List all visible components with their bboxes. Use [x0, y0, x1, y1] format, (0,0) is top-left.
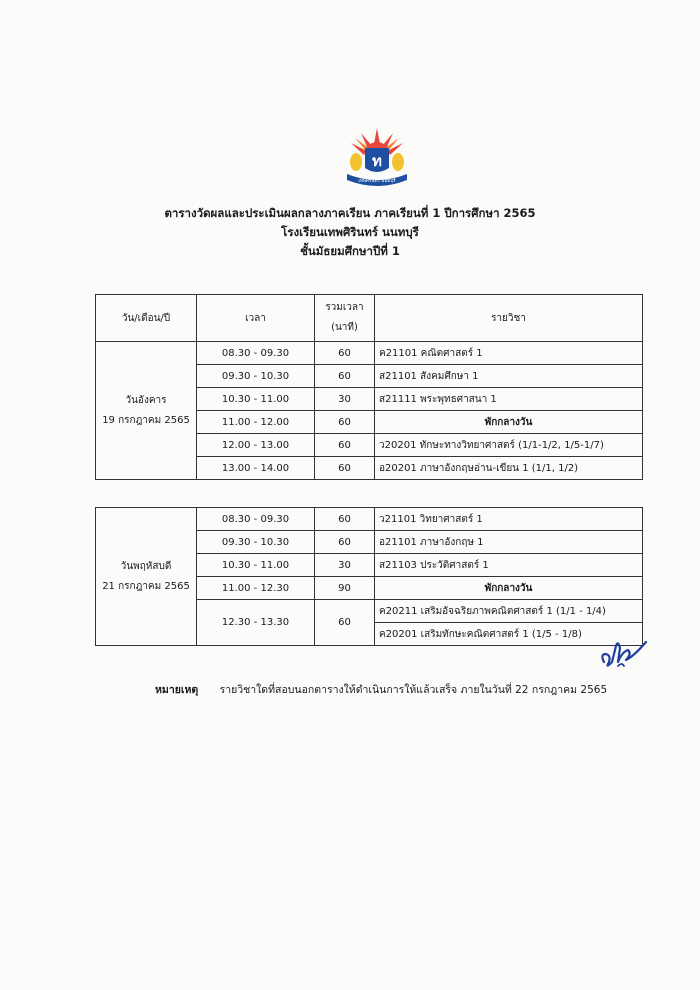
duration-cell: 60 — [315, 434, 375, 457]
day-cell: วันพฤหัสบดี 21 กรกฎาคม 2565 — [96, 508, 197, 646]
lunch-break-cell: พักกลางวัน — [375, 411, 643, 434]
footnote — [155, 681, 607, 698]
subject-cell: ส21111 พระพุทธศาสนา 1 — [375, 388, 643, 411]
subject-cell: ค20211 เสริมอัจฉริยภาพคณิตศาสตร์ 1 (1/1 - 1/4) — [375, 600, 643, 623]
signature-icon — [598, 632, 650, 672]
grade-level: ชั้นมัธยมศึกษาปีที่ 1 — [300, 244, 400, 258]
time-cell: 13.00 - 14.00 — [197, 457, 315, 480]
school-logo — [343, 124, 411, 190]
time-cell: 12.00 - 13.00 — [197, 434, 315, 457]
duration-cell: 60 — [315, 342, 375, 365]
subject-cell: ส21101 สังคมศึกษา 1 — [375, 365, 643, 388]
duration-cell: 30 — [315, 388, 375, 411]
svg-text:ท: ท — [372, 152, 382, 170]
header-duration: รวมเวลา (นาที) — [315, 295, 375, 342]
header-subject: รายวิชา — [375, 295, 643, 342]
note-text: รายวิชาใดที่สอบนอกตารางให้ดำเนินการให้แล้วเสร็จ ภายในวันที่ 22 กรกฎาคม 2565 — [219, 684, 608, 696]
subject-cell: ค21101 คณิตศาสตร์ 1 — [375, 342, 643, 365]
document-title: ตารางวัดผลและประเมินผลกลางภาคเรียน ภาคเรียนที่ 1 ปีการศึกษา 2565 — [164, 206, 536, 220]
table-row — [96, 342, 643, 365]
time-cell: 11.00 - 12.30 — [197, 577, 315, 600]
table-header-row — [96, 295, 643, 342]
time-cell: 09.30 - 10.30 — [197, 531, 315, 554]
subject-cell: ว21101 วิทยาศาสตร์ 1 — [375, 508, 643, 531]
exam-table-day1 — [95, 294, 643, 480]
exam-table-day2 — [95, 507, 643, 646]
duration-cell: 60 — [315, 508, 375, 531]
school-name: โรงเรียนเทพศิรินทร์ นนทบุรี — [281, 225, 419, 239]
subject-cell: ว20201 ทักษะทางวิทยาศาสตร์ (1/1-1/2, 1/5-1/7) — [375, 434, 643, 457]
time-cell: 08.30 - 09.30 — [197, 508, 315, 531]
time-cell: 08.30 - 09.30 — [197, 342, 315, 365]
duration-cell: 30 — [315, 554, 375, 577]
duration-cell: 60 — [315, 531, 375, 554]
time-cell: 10.30 - 11.00 — [197, 554, 315, 577]
lunch-break-cell: พักกลางวัน — [375, 577, 643, 600]
subject-cell: อ21101 ภาษาอังกฤษ 1 — [375, 531, 643, 554]
duration-cell: 90 — [315, 577, 375, 600]
header-time: เวลา — [197, 295, 315, 342]
subject-cell: อ20201 ภาษาอังกฤษอ่าน-เขียน 1 (1/1, 1/2) — [375, 457, 643, 480]
subject-cell: ส21103 ประวัติศาสตร์ 1 — [375, 554, 643, 577]
time-cell: 10.30 - 11.00 — [197, 388, 315, 411]
duration-cell: 60 — [315, 600, 375, 646]
time-cell: 12.30 - 13.30 — [197, 600, 315, 646]
time-cell: 11.00 - 12.00 — [197, 411, 315, 434]
note-label: หมายเหตุ — [155, 684, 199, 696]
duration-cell: 60 — [315, 457, 375, 480]
logo-banner-text: เทพศิรินทร์ นนทบุรี — [358, 179, 396, 184]
duration-cell: 60 — [315, 365, 375, 388]
header-date: วัน/เดือน/ปี — [96, 295, 197, 342]
subject-cell: ค20201 เสริมทักษะคณิตศาสตร์ 1 (1/5 - 1/8) — [375, 623, 643, 646]
duration-cell: 60 — [315, 411, 375, 434]
day-cell: วันอังคาร 19 กรกฎาคม 2565 — [96, 342, 197, 480]
time-cell: 09.30 - 10.30 — [197, 365, 315, 388]
table-row — [96, 508, 643, 531]
